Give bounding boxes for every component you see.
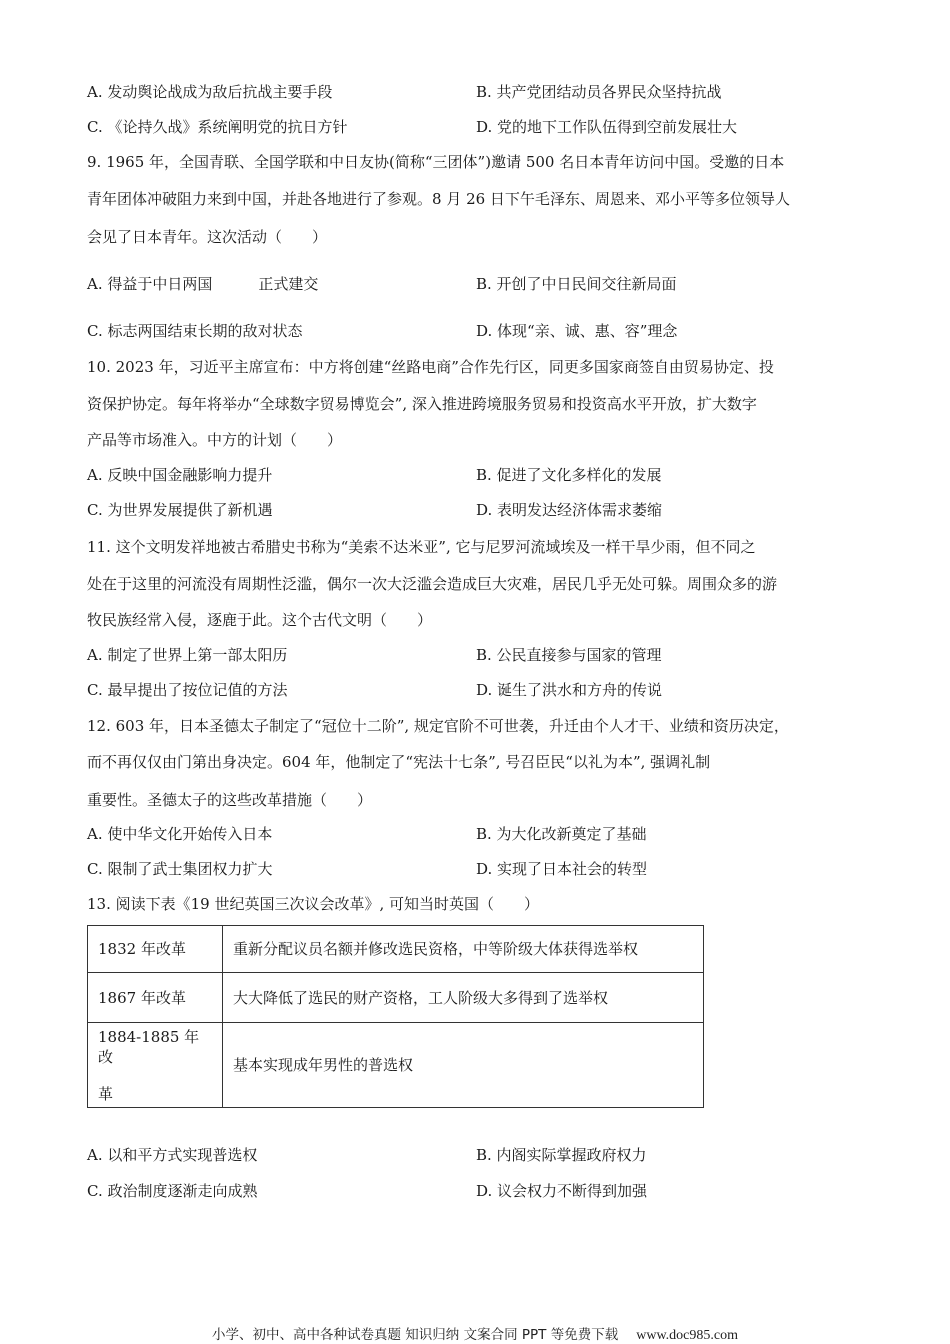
q8-option-b: B. 共产党团结动员各界民众坚持抗战 xyxy=(476,83,722,101)
table-row xyxy=(88,1023,704,1108)
q12-option-a: A. 使中华文化开始传入日本 xyxy=(87,825,273,843)
q11-stem-line-1: 11. 这个文明发祥地被古希腊史书称为“美索不达米亚”, 它与尼罗河流域埃及一样干旱少雨，但不同之 xyxy=(87,538,756,556)
q11-option-a: A. 制定了世界上第一部太阳历 xyxy=(87,646,288,664)
q9-option-c: C. 标志两国结束长期的敌对状态 xyxy=(87,322,303,340)
q10-option-a: A. 反映中国金融影响力提升 xyxy=(87,466,273,484)
q9-option-a-part1: A. 得益于中日两国 xyxy=(87,275,213,293)
q12-stem-line-2: 而不再仅仅由门第出身决定。604 年，他制定了“宪法十七条”, 号召臣民“以礼为本”, 强调礼制 xyxy=(87,753,711,771)
q11-option-b: B. 公民直接参与国家的管理 xyxy=(476,646,662,664)
q8-option-d: D. 党的地下工作队伍得到空前发展壮大 xyxy=(476,118,738,136)
q8-option-a: A. 发动舆论战成为敌后抗战主要手段 xyxy=(87,83,333,101)
q9-stem-line-2: 青年团体冲破阻力来到中国，并赴各地进行了参观。8 月 26 日下午毛泽东、周恩来、邓小平等多位领导人 xyxy=(87,190,790,208)
q10-option-d: D. 表明发达经济体需求萎缩 xyxy=(476,501,663,519)
q9-stem-line-3: 会见了日本青年。这次活动（ ） xyxy=(87,228,328,246)
q11-option-c: C. 最早提出了按位记值的方法 xyxy=(87,681,288,699)
q13-option-c: C. 政治制度逐渐走向成熟 xyxy=(87,1182,258,1200)
q10-stem-line-1: 10. 2023 年，习近平主席宣布：中方将创建“丝路电商”合作先行区，同更多国家商签自由贸易协定、投 xyxy=(87,358,774,376)
q9-stem-line-1: 9. 1965 年，全国青联、全国学联和中日友协(简称“三团体”)邀请 500 名日本青年访问中国。受邀的日本 xyxy=(87,153,785,171)
table-row xyxy=(88,926,704,973)
q8-option-c: C. 《论持久战》系统阐明党的抗日方针 xyxy=(87,118,348,136)
q13-option-d: D. 议会权力不断得到加强 xyxy=(476,1182,648,1200)
table-cell-year: 1867 年改革 xyxy=(88,973,223,1023)
reform-table xyxy=(87,925,704,1108)
footer-link[interactable]: www.doc985.com xyxy=(636,1328,738,1343)
table-cell-year xyxy=(88,1023,223,1108)
q12-stem-line-1: 12. 603 年，日本圣德太子制定了“冠位十二阶”, 规定官阶不可世袭，升迁由个人才干、业绩和资历决定， xyxy=(87,717,789,735)
q10-stem-line-3: 产品等市场准入。中方的计划（ ） xyxy=(87,431,343,449)
q10-option-c: C. 为世界发展提供了新机遇 xyxy=(87,501,273,519)
q11-stem-line-2: 处在于这里的河流没有周期性泛滥，偶尔一次大泛滥会造成巨大灾难，居民几乎无处可躲。周围众多的游 xyxy=(87,575,778,593)
footer-text: 小学、初中、高中各种试卷真题 知识归纳 文案合同 PPT 等免费下载 xyxy=(212,1327,619,1343)
q9-option-a-part2: 正式建交 xyxy=(258,275,319,293)
q10-option-b: B. 促进了文化多样化的发展 xyxy=(476,466,662,484)
table-cell-content: 大大降低了选民的财产资格，工人阶级大多得到了选举权 xyxy=(223,973,704,1023)
q9-option-d: D. 体现“亲、诚、惠、容”理念 xyxy=(476,322,678,340)
table-cell-year-line-2: 革 xyxy=(98,1084,114,1103)
table-cell-year: 1832 年改革 xyxy=(88,926,223,973)
q12-option-c: C. 限制了武士集团权力扩大 xyxy=(87,860,273,878)
q10-stem-line-2: 资保护协定。每年将举办“全球数字贸易博览会”, 深入推进跨境服务贸易和投资高水平开放，扩大数字 xyxy=(87,395,757,413)
q13-option-b: B. 内阁实际掌握政府权力 xyxy=(476,1146,647,1164)
q12-option-d: D. 实现了日本社会的转型 xyxy=(476,860,648,878)
table-cell-content: 重新分配议员名额并修改选民资格，中等阶级大体获得选举权 xyxy=(223,926,704,973)
q9-option-a xyxy=(87,274,318,294)
table-cell-content: 基本实现成年男性的普选权 xyxy=(223,1023,704,1108)
q13-option-a: A. 以和平方式实现普选权 xyxy=(87,1146,258,1164)
q11-stem-line-3: 牧民族经常入侵，逐鹿于此。这个古代文明（ ） xyxy=(87,611,433,629)
q12-stem-line-3: 重要性。圣德太子的这些改革措施（ ） xyxy=(87,791,373,809)
q11-option-d: D. 诞生了洪水和方舟的传说 xyxy=(476,681,663,699)
table-row xyxy=(88,973,704,1023)
q9-option-b: B. 开创了中日民间交往新局面 xyxy=(476,275,677,293)
page-footer xyxy=(0,1323,950,1344)
q13-stem: 13. 阅读下表《19 世纪英国三次议会改革》, 可知当时英国（ ） xyxy=(87,895,540,913)
table-cell-year-line-1: 1884-1885 年改 xyxy=(98,1027,200,1066)
q12-option-b: B. 为大化改新奠定了基础 xyxy=(476,825,647,843)
